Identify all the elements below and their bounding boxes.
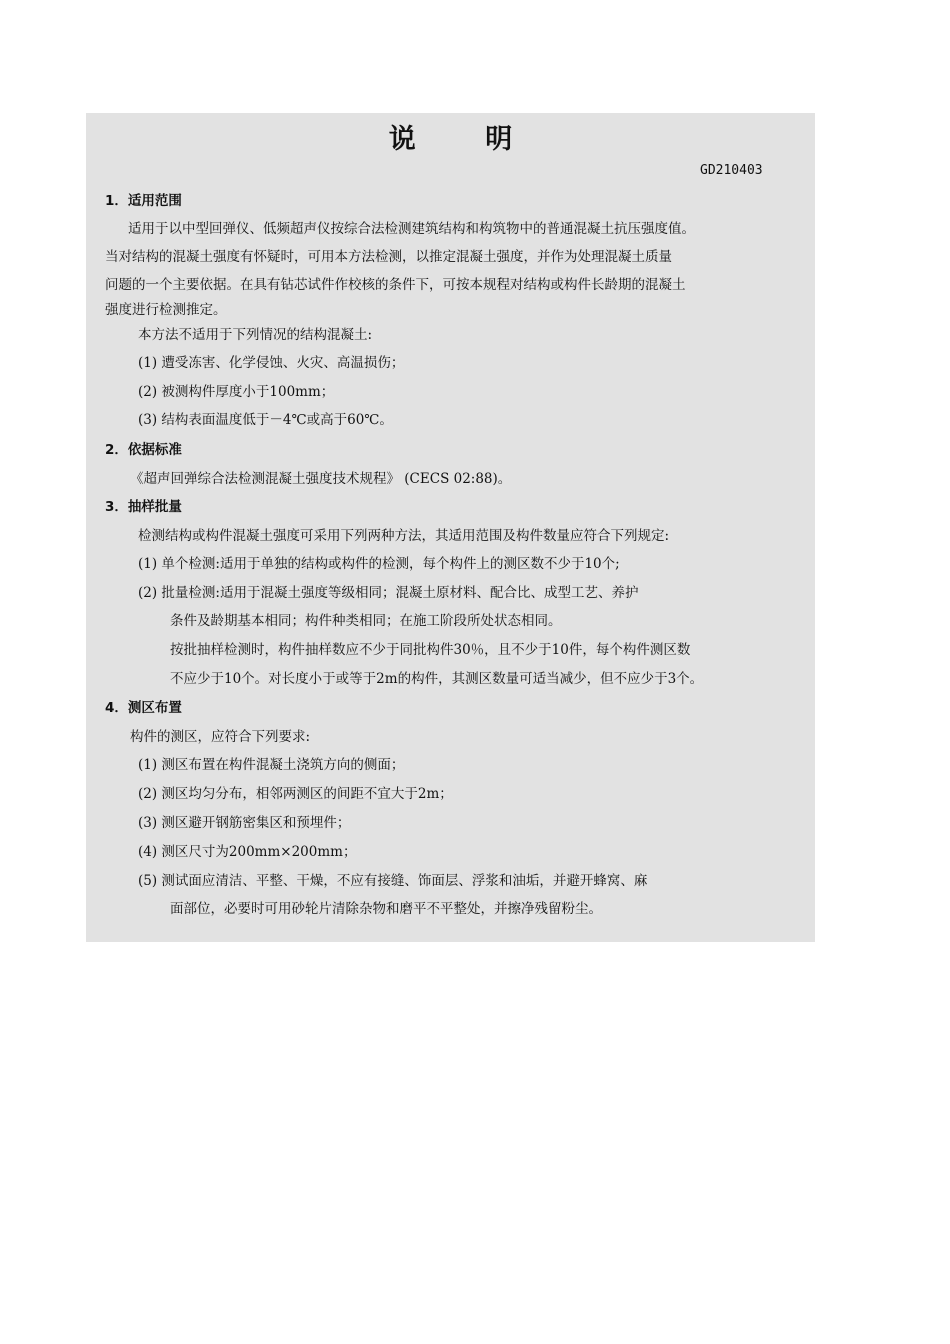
section-3-list-item-cont: 条件及龄期基本相同；构件种类相同；在施工阶段所处状态相同。 (170, 613, 562, 629)
section-3-list-item-cont: 按批抽样检测时，构件抽样数应不少于同批构件30％，且不少于10件，每个构件测区数 (170, 642, 691, 658)
section-2-standard: 《超声回弹综合法检测混凝土强度技术规程》 (CECS 02:88)。 (130, 471, 512, 487)
section-4-list-item: (3) 测区避开钢筋密集区和预埋件； (138, 815, 351, 831)
section-1-paragraph-line: 当对结构的混凝土强度有怀疑时，可用本方法检测，以推定混凝土强度，并作为处理混凝土质量 (105, 249, 672, 265)
section-1-paragraph-line: 强度进行检测推定。 (105, 302, 227, 318)
section-1-heading: 1．适用范围 (105, 193, 182, 209)
section-4-heading: 4．测区布置 (105, 700, 182, 716)
section-1-list-item: (3) 结构表面温度低于－4℃或高于60℃。 (138, 412, 393, 428)
section-4-list-item: (5) 测试面应清洁、平整、干燥，不应有接缝、饰面层、浮浆和油垢，并避开蜂窝、麻 (138, 873, 648, 889)
document-code: GD210403 (700, 163, 763, 178)
section-3-list-item: (1) 单个检测:适用于单独的结构或构件的检测，每个构件上的测区数不少于10个; (138, 556, 620, 572)
section-3-list-item: (2) 批量检测:适用于混凝土强度等级相同；混凝土原材料、配合比、成型工艺、养护 (138, 585, 639, 601)
section-1-list-item: (1) 遭受冻害、化学侵蚀、火灾、高温损伤； (138, 355, 405, 371)
section-3-list-item-cont: 不应少于10个。对长度小于或等于2m的构件，其测区数量可适当减少，但不应少于3个。 (170, 671, 704, 687)
section-2-heading: 2．依据标准 (105, 442, 182, 458)
section-4-list-item-cont: 面部位，必要时可用砂轮片清除杂物和磨平不平整处，并擦净残留粉尘。 (170, 901, 602, 917)
section-4-intro: 构件的测区，应符合下列要求: (130, 729, 311, 745)
section-1-list-item: (2) 被测构件厚度小于100mm； (138, 384, 335, 400)
section-4-list-item: (4) 测区尺寸为200mm×200mm； (138, 844, 357, 860)
section-3-intro: 检测结构或构件混凝土强度可采用下列两种方法，其适用范围及构件数量应符合下列规定: (138, 528, 670, 544)
section-1-paragraph-line: 问题的一个主要依据。在具有钻芯试件作校核的条件下，可按本规程对结构或构件长龄期的混凝土 (105, 277, 686, 293)
section-1-exclusion-intro: 本方法不适用于下列情况的结构混凝土: (138, 327, 373, 343)
page-title: 说 明 (388, 124, 543, 155)
section-4-list-item: (1) 测区布置在构件混凝土浇筑方向的侧面； (138, 757, 405, 773)
section-1-paragraph-line: 适用于以中型回弹仪、低频超声仪按综合法检测建筑结构和构筑物中的普通混凝土抗压强度值。 (128, 221, 695, 237)
section-3-heading: 3．抽样批量 (105, 499, 182, 515)
section-4-list-item: (2) 测区均匀分布，相邻两测区的间距不宜大于2m； (138, 786, 453, 802)
